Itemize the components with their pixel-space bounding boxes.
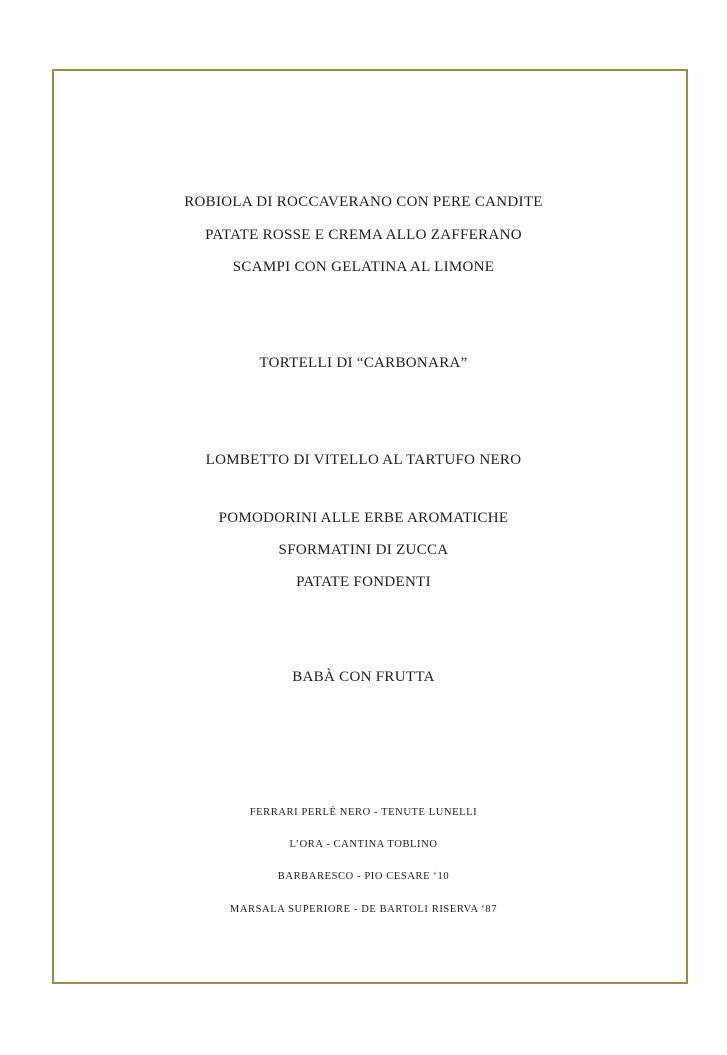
wine-pairing-3: BARBARESCO - PIO CESARE ‘10: [277, 871, 450, 882]
wine-pairing-2: L’ORA - CANTINA TOBLINO: [289, 839, 438, 850]
course-secondo-line-1: LOMBETTO DI VITELLO AL TARTUFO NERO: [205, 452, 522, 468]
course-primo-line-1: TORTELLI DI “CARBONARA”: [259, 355, 468, 371]
course-contorni-line-1: POMODORINI ALLE ERBE AROMATICHE: [218, 510, 509, 526]
wine-pairing-4: MARSALA SUPERIORE - DE BARTOLI RISERVA ‘87: [229, 904, 498, 915]
course-contorni-line-2: SFORMATINI DI ZUCCA: [278, 542, 449, 558]
course-antipasto-line-2: PATATE ROSSE E CREMA ALLO ZAFFERANO: [205, 227, 522, 243]
course-antipasto-line-1: ROBIOLA DI ROCCAVERANO CON PERE CANDITE: [184, 194, 543, 210]
course-contorni-line-3: PATATE FONDENTI: [296, 574, 431, 590]
wine-pairing-1: FERRARI PERLÉ NERO - TENUTE LUNELLI: [249, 807, 478, 818]
course-antipasto-line-3: SCAMPI CON GELATINA AL LIMONE: [232, 259, 495, 275]
course-dolce-line-1: BABÀ CON FRUTTA: [292, 669, 435, 685]
